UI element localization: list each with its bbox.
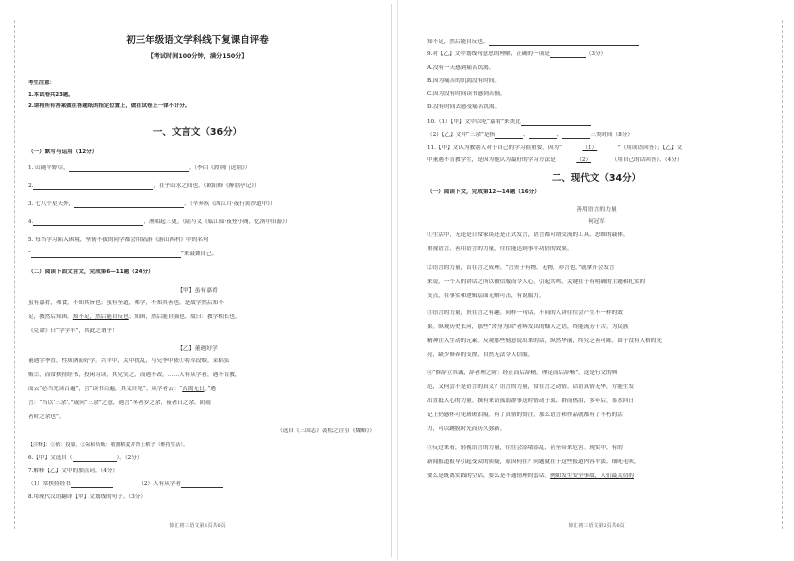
q2-rest: ，在乎山水之间也。（欧阳修《醉翁亭记》） xyxy=(153,183,260,189)
para-4-line-1: ④“修辞立其诚，辞者理之阶：经正而后辞精，理足而后辞畅”。这是行文的典 xyxy=(427,370,618,376)
section-1-heading: 一、文言文（36分） xyxy=(152,127,243,138)
q9-text: 9.对【乙】文中划线句意思的理解，正确的一项是 xyxy=(427,51,550,57)
q10-2-blank-c[interactable] xyxy=(562,132,590,139)
passage-yi-title: 【乙】董遇好学 xyxy=(177,346,218,352)
q9-answer-blank[interactable] xyxy=(550,51,586,58)
q6-answer-blank[interactable] xyxy=(73,455,117,462)
passage-yi-line-2: 贩②，而常挟持经书，投闲习读，其兄笑之，而遇不改。……人有从学者，遇不肯教， xyxy=(28,372,241,378)
q11-text-d: （用自己的话回答）。（4分） xyxy=(611,157,683,163)
passage-yi-notes: 【注释】：①依：投靠。②采稆负贩：收割稻麦并背上稻子（维持生活）。 xyxy=(28,442,189,448)
yi-underlined-sentence: 苦渴无日 xyxy=(182,386,205,392)
q6-text: 6.【甲】文选自（ xyxy=(28,455,73,461)
exam-subtitle: 【考试时间100分钟，满分150分】 xyxy=(147,53,248,60)
q6-score: ）。（2分） xyxy=(116,455,143,461)
para-4-line-2: 范，又何尝不是语言的真义？语言的力量，常在言之动情。话语真情无华，方能生发 xyxy=(427,384,634,390)
para-1-line-1: ①生活中，无论是日常家谈还是正式发言，语言都可谓交流的工具、思维的载体。 xyxy=(427,232,629,238)
para-4-line-5: 力，可以跳脱时光而历久弥新。 xyxy=(427,426,506,432)
q11-blank-1[interactable]: （1） xyxy=(582,145,598,151)
question-3 xyxy=(28,201,381,208)
question-8: 8.用现代汉语翻译【甲】文划线的句子。（3分） xyxy=(28,494,146,500)
article-title: 善用语言的力量 xyxy=(576,207,617,213)
passage-yi-line-3 xyxy=(28,386,381,393)
para-4-line-3: 出直抵人心的力量。撰有来访孤弱群事送时情动于衷、群而热泪，多年后，茶水回日 xyxy=(427,398,634,404)
question-11-line-1 xyxy=(427,145,780,152)
q8-continued-line xyxy=(427,39,780,46)
q5-rest: ”来鼓舞自己。 xyxy=(180,251,218,257)
jia-underlined-sentence: 知不足，然后能自反也 xyxy=(72,314,129,320)
para-5-line-3 xyxy=(427,473,780,480)
q10-2-blank-b[interactable] xyxy=(529,132,557,139)
part-1-heading: （一）默写与运用（12分） xyxy=(28,149,98,155)
part-2-heading: （二）阅读下面文言文，完成第6—11题（24分） xyxy=(28,269,154,275)
question-4 xyxy=(28,219,381,226)
notes-heading: 考生注意： xyxy=(28,80,55,86)
q7-2-answer-blank[interactable] xyxy=(181,481,223,488)
note-2: 2.请将所有答案做在答题纸的指定位置上，做在试卷上一律不计分。 xyxy=(28,103,191,109)
q11-text-b: ”（用成语回答）；【乙】文 xyxy=(617,145,683,151)
question-10-part-2: （2）【乙】文中“三余”是指 、 、 三类时间（8分） xyxy=(427,132,633,138)
passage-yi-line-4: 言：“当以‘三余’。”或问“三余”之意，遇言“冬者岁之余，夜者日之余，阴雨 xyxy=(28,400,211,406)
q9-option-a: A.没有一天感到痛苦饥渴。 xyxy=(427,65,495,71)
q11-blank-2[interactable]: （2） xyxy=(576,157,592,163)
q5-quote-open: “ xyxy=(28,251,31,257)
q11-text-c: 中董遇不肯教学生，是因为他认为最好的学习方法是 xyxy=(427,157,556,163)
article-author: 何冠军 xyxy=(588,219,605,225)
jia-line-2-end: ；知困，然后能自强也。故曰：教学相长也。 xyxy=(128,314,241,320)
q11-text-a: 11.【甲】文认为教别人对于自己的学习很重要，因为“ xyxy=(427,145,562,151)
q10-2-blank-a[interactable] xyxy=(495,132,523,139)
para-3-line-4: 亮，缺少修养的支撑，自然无法令人信服。 xyxy=(427,352,534,358)
question-1 xyxy=(28,165,381,172)
para-5-line-3-start: 要么是既离实践的空话，要么是不通情理的套话。 xyxy=(427,473,551,479)
q9-option-c: C.因为没有时间读书感到苦恼。 xyxy=(427,91,506,97)
passage-jia-line-1: 虽有嘉肴，弗食，不知其旨也；虽有至道，弗学，不知其善也。是故学然后知不 xyxy=(28,300,224,306)
passage-yi-source: （选自《三国志》裴松之注引《魏略》） xyxy=(277,428,375,434)
para-3-line-1: ③语言的力量，贵在言之有趣。同样一句话，不同的人讲往往会产生不一样的效 xyxy=(427,310,623,316)
yi-line-3-end: 。”遇 xyxy=(204,386,216,392)
para-4-line-4: 记上仍感怀可见斑斑泪痕。有了真情的赞注，那么语言和作品就都有了不朽的活 xyxy=(427,412,623,418)
passage-jia-line-3: 《兑命》曰“学学半”，其此之谓乎！ xyxy=(28,328,118,334)
jia-line-2-start: 足，教然后知困。 xyxy=(28,314,73,320)
question-5-line-1: 5. 每当学习陷入困境，坚韧不拔的同学都会用陆游《游山西村》中的名句 xyxy=(28,237,209,243)
q1-answer-blank[interactable] xyxy=(69,165,189,172)
page-fold-line xyxy=(397,0,398,561)
question-10-part-1 xyxy=(427,119,780,126)
q10-text: 10.（1）【甲】文中以吃“嘉肴”来类比 xyxy=(427,119,521,125)
para-1-line-2: 重视语言、善用语言的力量，往往能达到事半功倍的效果。 xyxy=(427,246,573,252)
q3-text: 3. 七八个星天外， xyxy=(28,201,75,207)
exam-page-1 xyxy=(4,4,392,557)
q5-answer-blank[interactable] xyxy=(31,251,181,258)
question-7: 7.解释【乙】文中的加点词。（4分） xyxy=(28,468,119,474)
para-5-line-1: ⑤反过来看，轻视语言的力量，往往会添堵添乱，甚至带来危害。现实中，有的 xyxy=(427,445,623,451)
q9-option-d: D.没有时间去感受痛苦饥渴。 xyxy=(427,104,501,110)
q4-answer-blank[interactable] xyxy=(33,219,143,226)
q10-2-text: （2）【乙】文中“三余”是指 xyxy=(427,132,496,138)
para-5-underlined-sentence: 例如发生安全事故，人们最关切的 xyxy=(550,473,634,479)
question-2 xyxy=(28,183,381,190)
question-9 xyxy=(427,51,780,58)
q1-source: 。（李白《渡荆门送别》） xyxy=(188,165,251,171)
q7-item-1: （1）常挟持经书 xyxy=(28,481,71,487)
para-2-line-2: 来说，一个人的讲话之所以被信服而令人心，引起共鸣，关键在于有明确的主题和扎实的 xyxy=(427,279,646,285)
passage-yi-line-1: 董遇字季直，性质讷而好学。兴平中，关中扰乱，与兄季中依①将军段煨。采稆负 xyxy=(28,358,230,364)
passage-jia-title: 【甲】虽有嘉肴 xyxy=(177,288,218,294)
q9-option-b: B.因为痛苦的饥渴没有时间。 xyxy=(427,78,501,84)
note-1: 1.本试卷共23题。 xyxy=(28,92,74,98)
q3-answer-blank[interactable] xyxy=(74,201,184,208)
q4-source: ，渔唱起三更。（陆与义《临江仙·夜登小阁，忆洛中旧游》） xyxy=(143,219,291,225)
exam-page-2 xyxy=(403,4,790,557)
page-2-footer: 徐汇初三语文第2页共6页 xyxy=(568,523,625,529)
page-1-footer: 徐汇初三语文第1页共6页 xyxy=(169,523,226,529)
para-5-line-2: 新闻报道报导引起受众的质疑，原因何在？问题就在于这些报道内容平淡、细吒毛吠， xyxy=(427,459,640,465)
passage-yi-line-5: 者时之余也”。 xyxy=(28,414,65,420)
binding-cut-line-right xyxy=(782,20,783,529)
section-2-heading: 二、现代文（34分） xyxy=(551,173,642,184)
q8-answer-blank[interactable] xyxy=(489,39,639,46)
yi-line-3-start: 而云“必当先读百遍”，言“读书百遍，其义自见”。从学者云：“ xyxy=(28,386,183,392)
exam-title: 初三年级语文学科线下复课自评卷 xyxy=(126,35,269,46)
para-2-line-1: ②语言的力量，首在言之成理。“言贵于有物，无物，亦言也。”就拿开会发言 xyxy=(427,265,615,271)
q7-item-2: （2）人有从学者 xyxy=(138,481,181,487)
binding-cut-line xyxy=(14,20,15,529)
q3-source: 。（辛弃疾《西江月·夜行黄沙道中》） xyxy=(184,201,276,207)
para-3-line-3: 精神注入生动的元素。反观那些刻意说出来的话，纵然华丽，终究乏善可陈。由于没有人格的光 xyxy=(427,338,662,344)
part-3-heading: （一）阅读下文，完成第12—14题（16分） xyxy=(427,189,540,195)
para-2-line-3: 支点，在事实和逻辑层面无解可击，有说服力。 xyxy=(427,293,545,299)
q1-text: 1. 山随平野尽， xyxy=(28,165,69,171)
question-5-line-2 xyxy=(28,251,381,258)
q2-answer-blank[interactable] xyxy=(33,183,153,190)
question-7-items xyxy=(28,481,381,488)
passage-jia-line-2 xyxy=(28,314,381,321)
q9-score: （3分） xyxy=(585,51,607,57)
para-3-line-2: 果。纵观历史长河，那些“舍身为国”者辉发出的慷人之语，终能流芳千古，为民族 xyxy=(427,324,629,330)
q8-sentence: 知不足，然后能自反也。 xyxy=(427,39,489,45)
question-6 xyxy=(28,455,381,462)
q10-2-rest: 三类时间（8分） xyxy=(590,132,633,138)
q10-1-answer-blank[interactable] xyxy=(521,119,591,126)
q7-1-answer-blank[interactable] xyxy=(71,481,113,488)
q2-text: 2. xyxy=(28,183,34,189)
q4-text: 4. xyxy=(28,219,34,225)
question-11-line-2 xyxy=(427,157,780,164)
